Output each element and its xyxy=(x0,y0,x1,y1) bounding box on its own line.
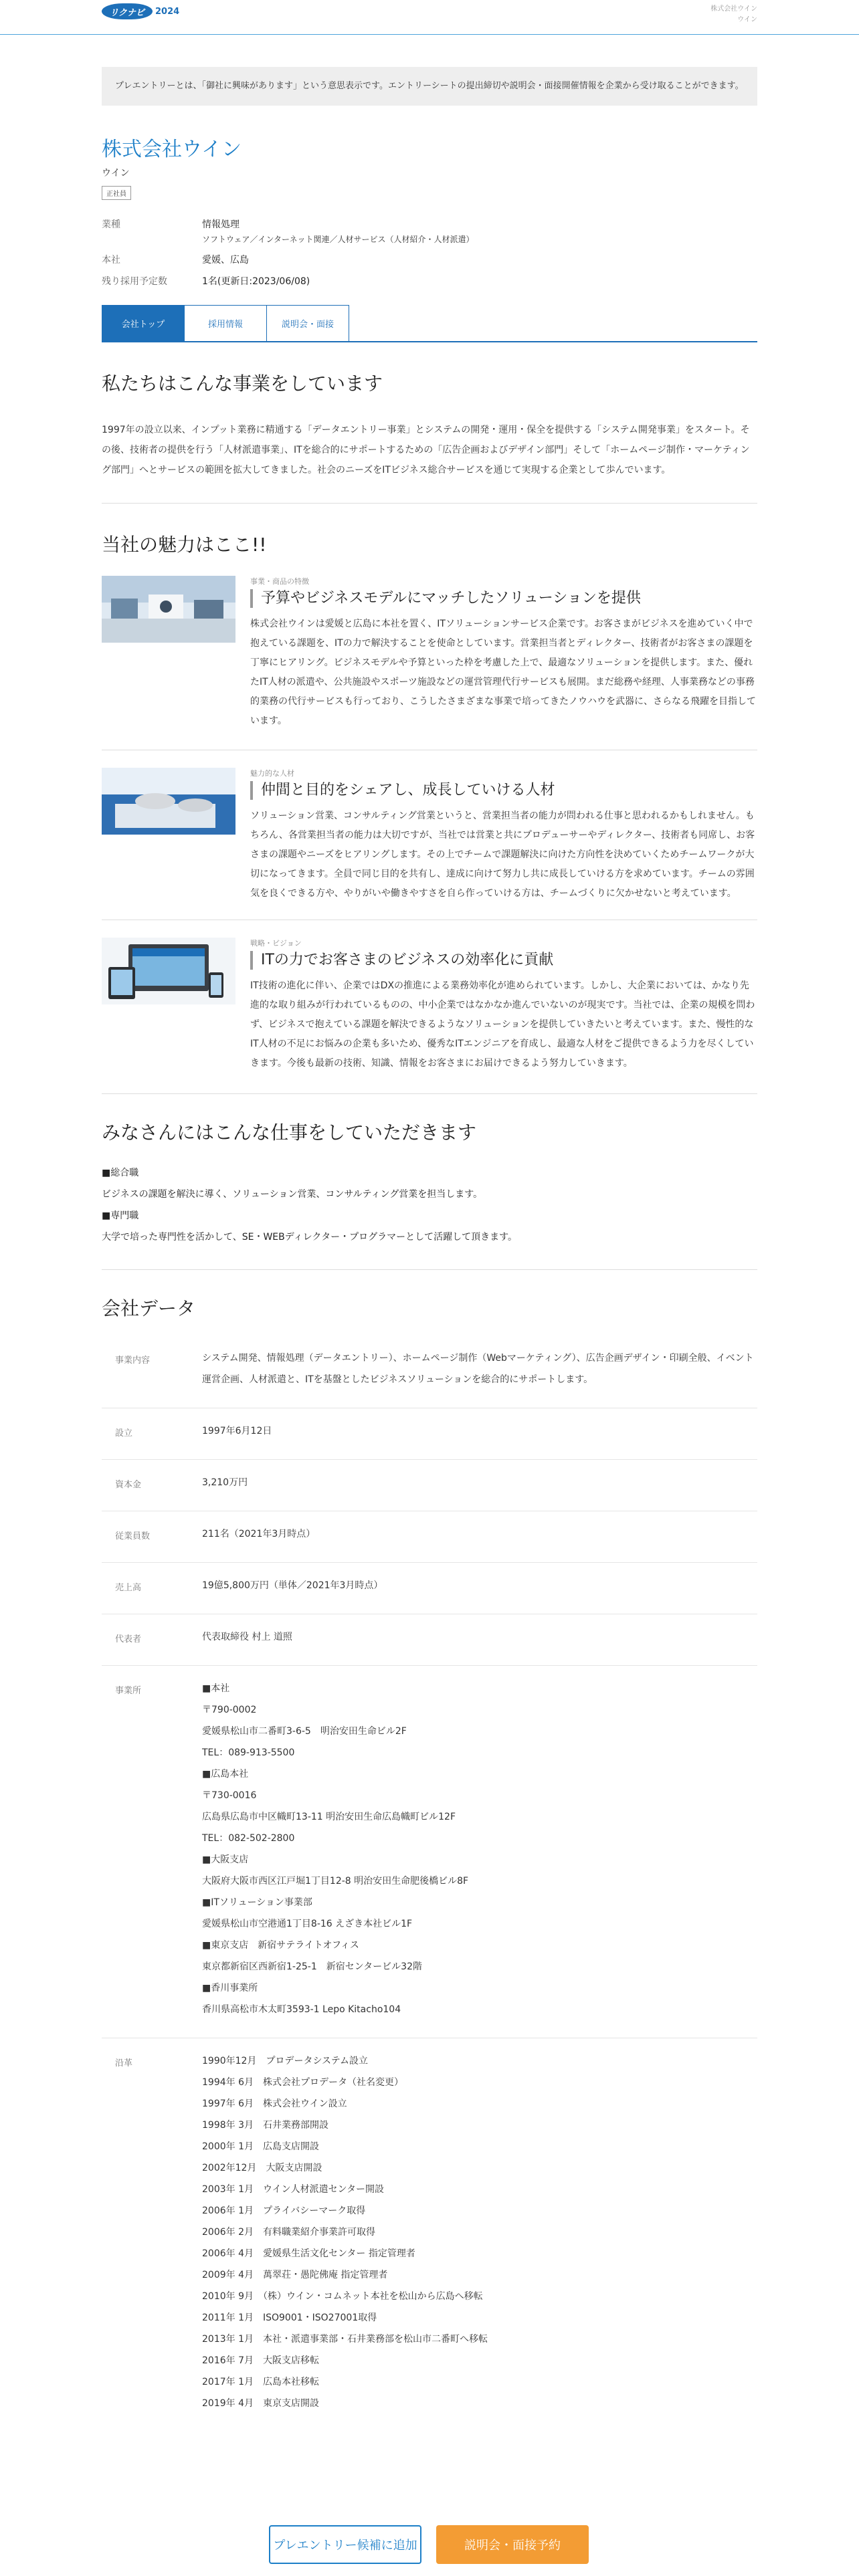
charm-title: ITの力でお客さまのビジネスの効率化に貢献 xyxy=(250,951,757,970)
hq-label: 本社 xyxy=(102,255,120,265)
divider xyxy=(102,1093,757,1094)
main-content xyxy=(102,67,757,2432)
data-key: 資本金 xyxy=(115,1480,142,1490)
data-value: 19億5,800万円（単体／2021年3月時点） xyxy=(202,1580,383,1591)
data-key: 事業内容 xyxy=(115,1356,151,1366)
company-kana: ウイン xyxy=(102,168,130,179)
divider xyxy=(102,1269,757,1270)
devices-website-photo xyxy=(102,938,235,1004)
data-value: システム開発、情報処理（データエントリー）、ホームページ制作（Webマーケティング）、広告企画デザイン・印刷全般、イベント運営企画、人材派遣と、ITを基盤としたビジネスソリューションを総合的にサポートします。 xyxy=(202,1353,754,1385)
history-line: 2003年 1月 ウイン人材派遣センター開設 xyxy=(202,2184,385,2195)
hq-value: 愛媛、広島 xyxy=(202,255,249,265)
charm-text: IT技術の進化に伴い、企業ではDXの推進による業務効率化が進められています。しかし、大企業においては、かなり先進的な取り組みが行われているものの、中小企業ではなかなか進んでいないのが現実です。当社では、企業の規模を問わず、ビジネスで抱えている課題を解決できるようなソリューションを提供していきたいと考えています。また、慢性的なIT人材の不足にお悩みの企業も多いため、優秀なITエンジニアを育成し、最適な人材をご提供できるよう力を尽くしていきます。今後も最新の技術、知識、情報をお客さまにお届けできるよう努力していきます。 xyxy=(250,980,755,1069)
tab-company-top[interactable]: 会社トップ xyxy=(102,305,185,341)
job-category-label: ■専門職 xyxy=(102,1210,139,1221)
remaining-label: 残り採用予定数 xyxy=(102,276,167,287)
logo-badge: リクナビ xyxy=(102,3,153,19)
history-line: 1998年 3月 石井業務部開設 xyxy=(202,2120,328,2131)
remaining-row xyxy=(102,274,757,288)
rikunabi-logo[interactable] xyxy=(102,3,179,20)
history-line: 2009年 4月 萬翠荘・愚陀佛庵 指定管理者 xyxy=(202,2270,388,2280)
company-summary xyxy=(102,217,757,288)
data-row-representative xyxy=(102,1614,757,1666)
data-row-offices xyxy=(102,1666,757,2038)
employment-type-tag: 正社員 xyxy=(102,186,131,200)
data-key: 設立 xyxy=(115,1428,133,1438)
office-line: TEL：089-913-5500 xyxy=(202,1747,295,1758)
history-line: 2006年 2月 有料職業紹介事業許可取得 xyxy=(202,2227,375,2238)
office-line: ■東京支店 新宿サテライトオフィス xyxy=(202,1940,359,1951)
history-list xyxy=(202,2050,488,2414)
office-line: ■香川事業所 xyxy=(202,1983,258,1994)
office-line: TEL：082-502-2800 xyxy=(202,1833,295,1844)
office-line: ■広島本社 xyxy=(202,1769,249,1780)
office-line: ■ITソリューション事業部 xyxy=(202,1897,312,1908)
data-row-founded xyxy=(102,1408,757,1460)
jobs-list xyxy=(102,1162,757,1248)
data-row-employees xyxy=(102,1511,757,1563)
history-line: 1994年 6月 株式会社プロデータ（社名変更） xyxy=(202,2077,403,2088)
charm-title: 仲間と目的をシェアし、成長していける人材 xyxy=(250,781,757,800)
history-line: 1990年12月 プロデータシステム設立 xyxy=(202,2056,369,2066)
tab-seminars[interactable]: 説明会・面接 xyxy=(266,305,349,341)
data-value: 211名（2021年3月時点） xyxy=(202,1529,316,1539)
charm-body xyxy=(250,768,757,903)
data-value: 代表取締役 村上 道照 xyxy=(202,1632,292,1642)
data-row-capital xyxy=(102,1460,757,1511)
data-value: 1997年6月12日 xyxy=(202,1426,272,1436)
history-line: 2016年 7月 大阪支店移転 xyxy=(202,2355,319,2366)
history-line: 2006年 4月 愛媛県生活文化センター 指定管理者 xyxy=(202,2248,415,2259)
company-name: 株式会社ウイン xyxy=(102,138,242,161)
charm-body xyxy=(250,576,757,731)
charm-heading: 当社の魅力はここ!! xyxy=(102,534,267,556)
charm-text: ソリューション営業、コンサルティング営業というと、営業担当者の能力が問われる仕事と思われるかもしれません。もちろん、各営業担当者の能力は大切ですが、当社では営業と共にプロデューサーやディレクター、技術者も同席し、お客さまの課題やニーズをヒアリングします。その上でチームで課題解決に向けた方向性を決めていくためチームワークが大切になってきます。全員で同じ目的を共有し、達成に向けて努力し共に成長していける方を求めています。チームの雰囲気を良くできる方や、やりがいや働きやすさを自ら作っていける方は、チームづくりに欠かせないと考えています。 xyxy=(250,811,755,899)
job-category-text: 大学で培った専門性を活かして、SE・WEBディレクター・プログラマーとして活躍して頂きます。 xyxy=(102,1232,517,1243)
site-header xyxy=(0,0,859,35)
data-row-sales xyxy=(102,1563,757,1614)
business-heading: 私たちはこんな事業をしています xyxy=(102,372,383,395)
job-category-label: ■総合職 xyxy=(102,1168,139,1178)
history-line: 1997年 6月 株式会社ウイン設立 xyxy=(202,2099,347,2109)
history-line: 2017年 1月 広島本社移転 xyxy=(202,2377,319,2387)
charm-body xyxy=(250,938,757,1073)
data-key: 代表者 xyxy=(115,1634,142,1644)
divider xyxy=(102,503,757,504)
office-line: 〒730-0016 xyxy=(202,1790,257,1801)
preentry-notice: プレエントリーとは、「御社に興味があります」という意思表示です。エントリーシートの提出締切や説明会・面接開催情報を企業から受け取ることができます。 xyxy=(102,67,757,106)
charm-category: 事業・商品の特徴 xyxy=(250,577,309,586)
data-key: 事業所 xyxy=(115,1686,142,1696)
logo-year: 2024 xyxy=(155,6,180,17)
tab-recruitment-info[interactable]: 採用情報 xyxy=(184,305,267,341)
charm-item xyxy=(102,938,757,1073)
charm-category: 魅力的な人材 xyxy=(250,769,294,778)
company-tabs xyxy=(102,305,757,342)
jobs-heading: みなさんにはこんな仕事をしていただきます xyxy=(102,1121,477,1144)
company-data-table xyxy=(102,1335,757,2432)
office-meeting-photo xyxy=(102,576,235,643)
charm-text: 株式会社ウインは愛媛と広島に本社を置く、ITソリューションサービス企業です。お客さまがビジネスを進めていく中で抱えている課題を、ITの力で解決することを使命としています。営業担当者とディレクター、技術者がお客さまの課題を丁寧にヒアリング。ビジネスモデルや予算といった枠を考慮した上で、最適なソリューションを提供します。また、優れたIT人材の派遣や、公共施設やスポーツ施設などの運営管理代行サービスも展開。まだ総務や経理、人事業務などの事務的業務の代行サービスも行っており、こうしたさまざまな事業で培ってきたノウハウを武器に、さらなる飛躍を目指しています。 xyxy=(250,619,756,726)
keyboard-typing-photo xyxy=(102,768,235,835)
history-line: 2010年 9月 （株）ウイン・コムネット本社を松山から広島へ移転 xyxy=(202,2291,483,2302)
office-line: 香川県高松市木太町3593-1 Lepo Kitacho104 xyxy=(202,2004,401,2015)
header-company-link[interactable]: 株式会社ウイン xyxy=(710,5,757,13)
header-user-links xyxy=(710,4,757,25)
job-category-text: ビジネスの課題を解決に導く、ソリューション営業、コンサルティング営業を担当します。 xyxy=(102,1189,483,1200)
data-key: 売上高 xyxy=(115,1583,142,1593)
seminar-booking-button[interactable]: 説明会・面接予約 xyxy=(436,2525,589,2564)
data-value: 3,210万円 xyxy=(202,1477,248,1488)
data-row-business xyxy=(102,1335,757,1408)
preentry-button[interactable]: プレエントリー候補に追加 xyxy=(269,2525,421,2564)
office-list xyxy=(202,1678,468,2020)
office-line: 〒790-0002 xyxy=(202,1705,257,1715)
remaining-value: 1名(更新日:2023/06/08) xyxy=(202,276,310,287)
hq-row xyxy=(102,253,757,266)
industry-row xyxy=(102,217,757,245)
data-key: 沿革 xyxy=(115,2058,133,2068)
office-line: 大阪府大阪市西区江戸堀1丁目12-8 明治安田生命肥後橋ビル8F xyxy=(202,1876,469,1887)
header-kana-link[interactable]: ウイン xyxy=(737,16,757,23)
data-row-history xyxy=(102,2038,757,2432)
data-key: 従業員数 xyxy=(115,1531,151,1541)
office-line: 愛媛県松山市二番町3-6-5 明治安田生命ビル2F xyxy=(202,1726,407,1737)
history-line: 2019年 4月 東京支店開設 xyxy=(202,2398,319,2409)
office-line: ■本社 xyxy=(202,1683,230,1694)
company-data-heading: 会社データ xyxy=(102,1297,196,1319)
charm-category: 戦略・ビジョン xyxy=(250,939,302,948)
office-line: 愛媛県松山市空港通1丁目8-16 えざき本社ビル1F xyxy=(202,1919,413,1929)
sticky-action-bar xyxy=(0,2509,859,2576)
history-line: 2006年 1月 プライバシーマーク取得 xyxy=(202,2206,366,2216)
history-line: 2013年 1月 本社・派遣事業部・石井業務部を松山市二番町へ移転 xyxy=(202,2334,488,2345)
history-line: 2000年 1月 広島支店開設 xyxy=(202,2141,319,2152)
office-line: ■大阪支店 xyxy=(202,1854,249,1865)
charm-title: 予算やビジネスモデルにマッチしたソリューションを提供 xyxy=(250,589,757,608)
office-line: 東京都新宿区西新宿1-25-1 新宿センタービル32階 xyxy=(202,1961,422,1972)
history-line: 2002年12月 大阪支店開設 xyxy=(202,2163,322,2173)
charm-item xyxy=(102,768,757,903)
charm-item xyxy=(102,576,757,731)
industry-value: 情報処理 xyxy=(202,219,240,230)
industry-label: 業種 xyxy=(102,219,120,230)
industry-subvalue: ソフトウェア／インターネット関連／人材サービス（人材紹介・人材派遣） xyxy=(202,235,474,244)
history-line: 2011年 1月 ISO9001・ISO27001取得 xyxy=(202,2313,377,2323)
office-line: 広島県広島市中区幟町13-11 明治安田生命広島幟町ビル12F xyxy=(202,1812,456,1822)
business-text: 1997年の設立以来、インプット業務に精通する「データエントリー事業」とシステムの開発・運用・保全を提供する「システム開発事業」をスタート。その後、技術者の提供を行う「人材派遣事業」、ITを総合的にサポートするための「広告企画およびデザイン部門」そして「ホームページ制作・マーケティング部門」へとサービスの範囲を拡大してきました。社会のニーズをITビジネス総合サービスを通じて実現する企業として歩んでいます。 xyxy=(102,425,750,475)
